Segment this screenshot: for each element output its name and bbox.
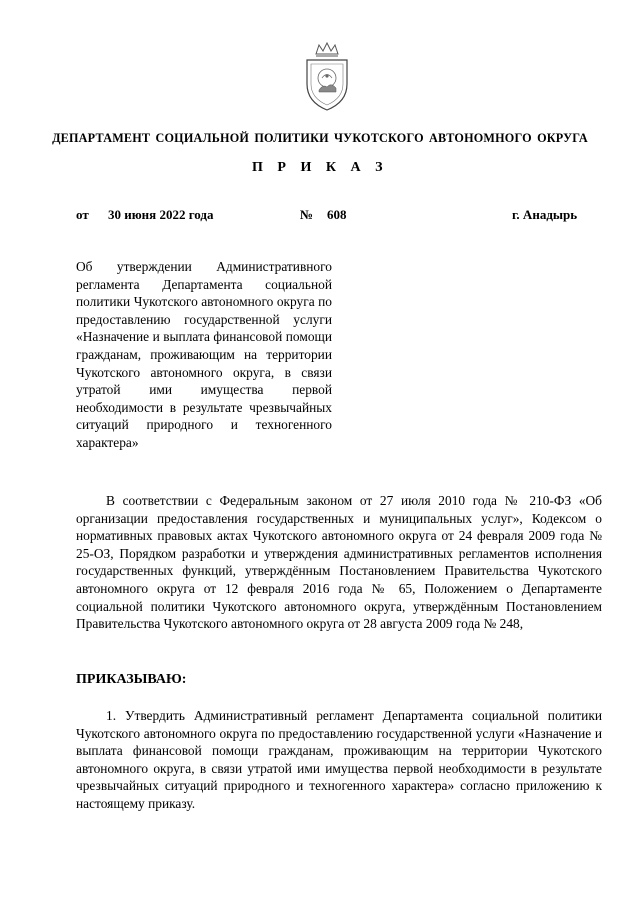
order-subject: Об утверждении Административного регламента Департамента социальной политики Чукотского автономного округа по предоставлению государственной услуги «Назначение и выплата финансовой помощи гражданам, проживающим на территории Чукотского автономного округа, в связи утратой ими имущества первой необходимости в результате чрезвычайных ситуаций природного и техногенного характера» xyxy=(76,259,332,450)
city: г. Анадырь xyxy=(512,207,578,222)
order-number: 608 xyxy=(327,207,347,222)
date-prefix: от xyxy=(76,207,89,222)
order-item: 1. Утвердить Административный регламент Департамента социальной политики Чукотского автономного округа по предоставлению государственной услуги «Назначение и выплата финансовой помощи гражданам, проживающим на территории Чукотского автономного округа, в связи утратой ими имущества первой необходимости в результате чрезвычайных ситуаций природного и техногенного характера» согласно приложению к настоящему приказу. xyxy=(76,708,602,811)
order-word-heading: ПРИКАЗЫВАЮ: xyxy=(76,672,187,687)
order-date: 30 июня 2022 года xyxy=(108,207,214,222)
number-prefix: № xyxy=(300,207,314,222)
chukotka-coat-of-arms-icon xyxy=(302,40,352,112)
preamble-paragraph: В соответствии с Федеральным законом от 27 июля 2010 года № 210-ФЗ «Об организации предоставления государственных и муниципальных услуг», Кодексом о нормативных правовых актах Чукотского автономного округа от 24 февраля 2009 года № 25-ОЗ, Порядком разработки и утверждения административных регламентов исполнения государственных функций, утверждённым Постановлением Правительства Чукотского автономного округа от 12 февраля 2016 года № 65, Положением о Департаменте социальной политики Чукотского автономного округа, утверждённым Постановлением Правительства Чукотского автономного округа от 28 августа 2009 года № 248, xyxy=(76,493,602,632)
document-type: П Р И К А З xyxy=(252,160,388,175)
department-name: ДЕПАРТАМЕНТ СОЦИАЛЬНОЙ ПОЛИТИКИ ЧУКОТСКОГО АВТОНОМНОГО ОКРУГА xyxy=(52,131,588,145)
